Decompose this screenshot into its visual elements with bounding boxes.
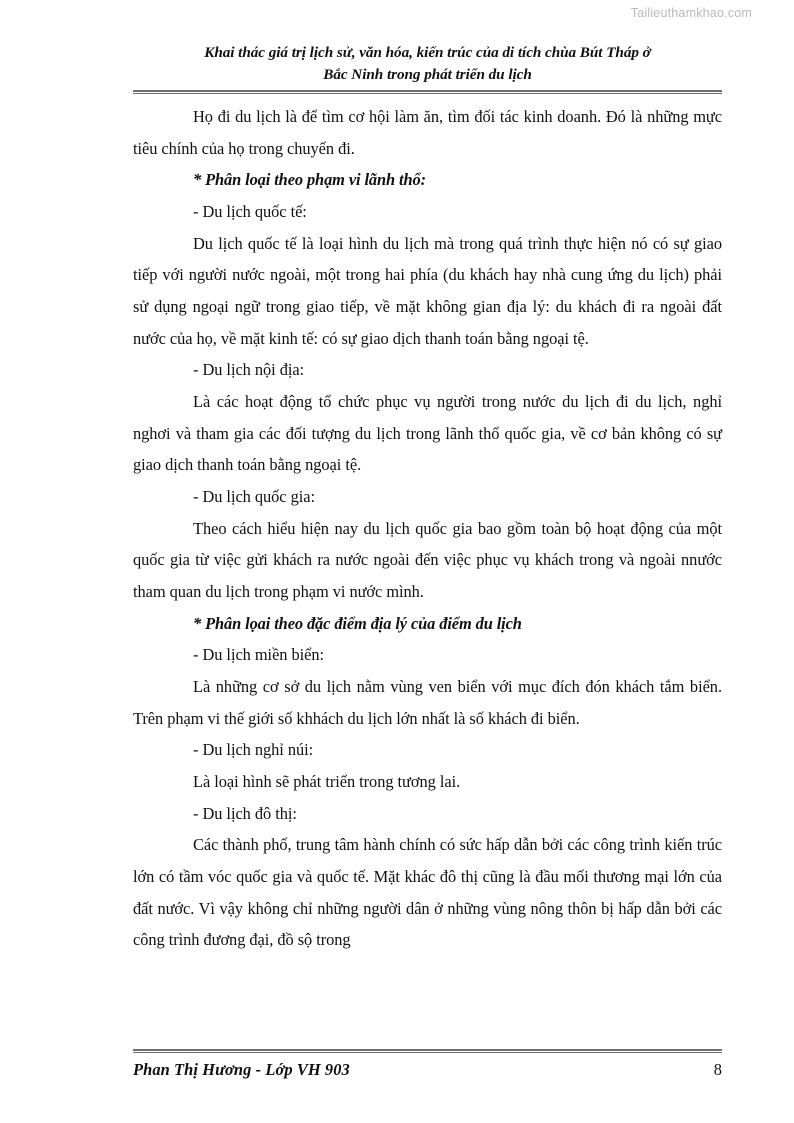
body-paragraph: Là những cơ sở du lịch nằm vùng ven biển với mục đích đón khách tắm biển. Trên phạm vi thế giới số khhách du lịch lớn nhất là số khách đi biển.: [133, 676, 722, 728]
body-text: [133, 101, 722, 956]
body-subheading: - Du lịch quốc gia:: [193, 487, 315, 507]
body-paragraph: Là các hoạt động tổ chức phục vụ người trong nước du lịch đi du lịch, nghỉ nghơi và tham gia các đối tượng du lịch trong lãnh thổ quốc gia, về cơ bản không có sự giao dịch thanh toán bằng ngoại tệ.: [133, 392, 722, 475]
footer-page-number: 8: [713, 1060, 722, 1079]
body-paragraph: Các thành phố, trung tâm hành chính có sức hấp dẫn bởi các công trình kiến trúc lớn có tầm vóc quốc gia và quốc tế. Mặt khác đô thị cũng là đầu mối thương mại lớn của đất nước. Vì vậy không chỉ những người dân ở những vùng nông thôn bị hấp dẫn bởi các công trình đương đại, đồ sộ trong: [133, 835, 722, 950]
header-separator-rule: [133, 90, 722, 94]
running-header-line-1: Khai thác giá trị lịch sử, văn hóa, kiến trúc của di tích chùa Bút Tháp ở: [204, 44, 651, 61]
page-footer: [133, 1049, 722, 1080]
footer-author: Phan Thị Hương - Lớp VH 903: [133, 1060, 350, 1079]
body-paragraph: Họ đi du lịch là để tìm cơ hội làm ăn, tìm đối tác kinh doanh. Đó là những mực tiêu chính của họ trong chuyến đi.: [133, 107, 722, 158]
body-subheading: - Du lịch miền biển:: [193, 645, 325, 665]
body-subheading: Là loại hình sẽ phát triển trong tương lai.: [193, 771, 461, 791]
body-subheading: - Du lịch nội địa:: [193, 360, 305, 380]
footer-row: [133, 1053, 722, 1080]
body-subheading: - Du lịch quốc tế:: [193, 202, 307, 222]
body-subheading: - Du lịch đô thị:: [193, 803, 297, 823]
body-heading: * Phân lọai theo đặc điểm địa lý của điểm du lịch: [193, 613, 522, 633]
body-subheading: - Du lịch nghỉ núi:: [193, 740, 314, 760]
running-header-line-2: Bắc Ninh trong phát triển du lịch: [323, 65, 532, 83]
body-heading: * Phân loại theo phạm vi lãnh thổ:: [193, 170, 426, 190]
body-paragraph: Theo cách hiểu hiện nay du lịch quốc gia bao gồm toàn bộ hoạt động của một quốc gia từ việc gửi khách ra nước ngoài đến việc phục vụ khách trong và ngoài nnước tham quan du lịch trong phạm vi nước mình.: [133, 518, 722, 601]
watermark-text: Tailieuthamkhao.com: [630, 6, 752, 20]
running-header: [133, 0, 722, 85]
page-content-column: [133, 0, 722, 956]
body-paragraph: Du lịch quốc tế là loại hình du lịch mà trong quá trình thực hiện nó có sự giao tiếp với người nước ngoài, một trong hai phía (du khách hay nhà cung ứng du lịch) phải sử dụng ngoại ngữ trong giao tiếp, về mặt không gian địa lý: du khách đi ra ngoài đất nước của họ, về mặt kinh tế: có sự giao dịch thanh toán bằng ngoại tệ.: [133, 233, 722, 348]
